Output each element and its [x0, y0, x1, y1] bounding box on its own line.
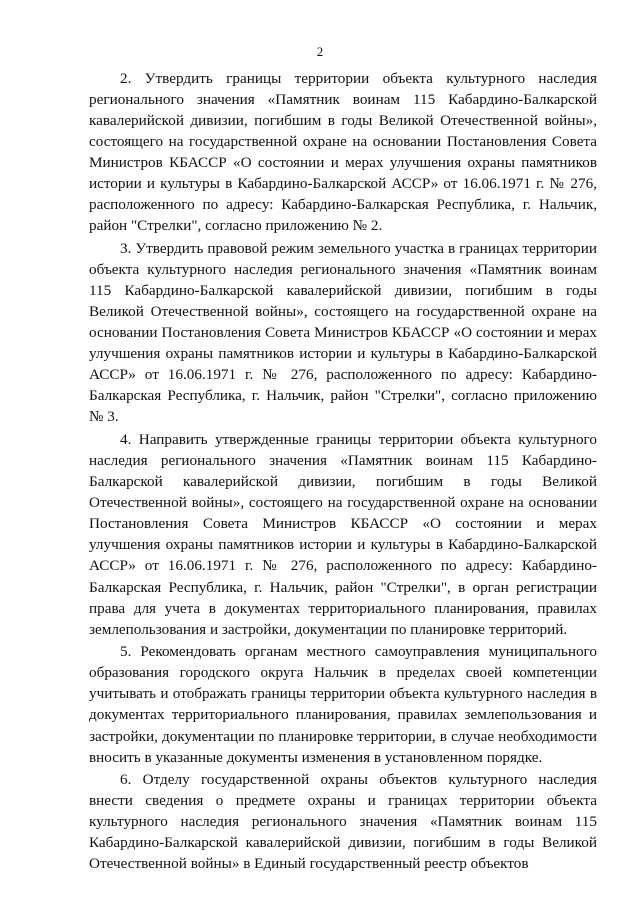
document-body [89, 68, 597, 876]
paragraph-3: 3. Утвердить правовой режим земельного участка в границах территории объекта культурного наследия регионального значения «Памятник воинам 115 Кабардино-Балкарской кавалерийской дивизии, погибшим в годы Великой Отечественной войны», состоящего на государственной охране на основании Постановления Совета Министров КБАССР «О состоянии и мерах улучшения охраны памятников истории и культуры в Кабардино-Балкарской АССР» от 16.06.1971 г. № 276, расположенного по адресу: Кабардино-Балкарская Республика, г. Нальчик, район "Стрелки", согласно приложению № 3. [89, 240, 597, 426]
page-number: 2 [316, 44, 324, 59]
paragraph-2: 2. Утвердить границы территории объекта культурного наследия регионального значения «Памятник воинам 115 Кабардино-Балкарской кавалерийской дивизии, погибшим в годы Великой Отечественной войны», состоящего на государственной охране на основании Постановления Совета Министров КБАССР «О состоянии и мерах улучшения охраны памятников истории и культуры в Кабардино-Балкарской АССР» от 16.06.1971 г. № 276, расположенного по адресу: Кабардино-Балкарская Республика, г. Нальчик, район "Стрелки", согласно приложению № 2. [89, 70, 597, 235]
paragraph-4: 4. Направить утвержденные границы территории объекта культурного наследия регионального значения «Памятник воинам 115 Кабардино-Балкарской кавалерийской дивизии, погибшим в годы Великой Отечественной войны», состоящего на государственной охране на основании Постановления Совета Министров КБАССР «О состоянии и мерах улучшения охраны памятников истории и культуры в Кабардино-Балкарской АССР» от 16.06.1971 г. № 276, расположенного по адресу: Кабардино-Балкарская Республика, г. Нальчик, район "Стрелки", в орган регистрации права для учета в документах территориального планирования, правилах землепользования и застройки, документации по планировке территорий. [89, 431, 597, 638]
paragraph-5: 5. Рекомендовать органам местного самоуправления муниципального образования городского округа Нальчик в пределах своей компетенции учитывать и отображать границы территории объекта культурного наследия в документах территориального планирования, правилах землепользования и застройки, документации по планировке территории, в случае необходимости вносить в указанные документы изменения в установленном порядке. [89, 643, 597, 766]
paragraph-6: 6. Отделу государственной охраны объектов культурного наследия внести сведения о предмете охраны и границах территории объекта культурного наследия регионального значения «Памятник воинам 115 Кабардино-Балкарской кавалерийской дивизии, погибшим в годы Великой Отечественной войны» в Единый государственный реестр объектов [89, 771, 597, 873]
